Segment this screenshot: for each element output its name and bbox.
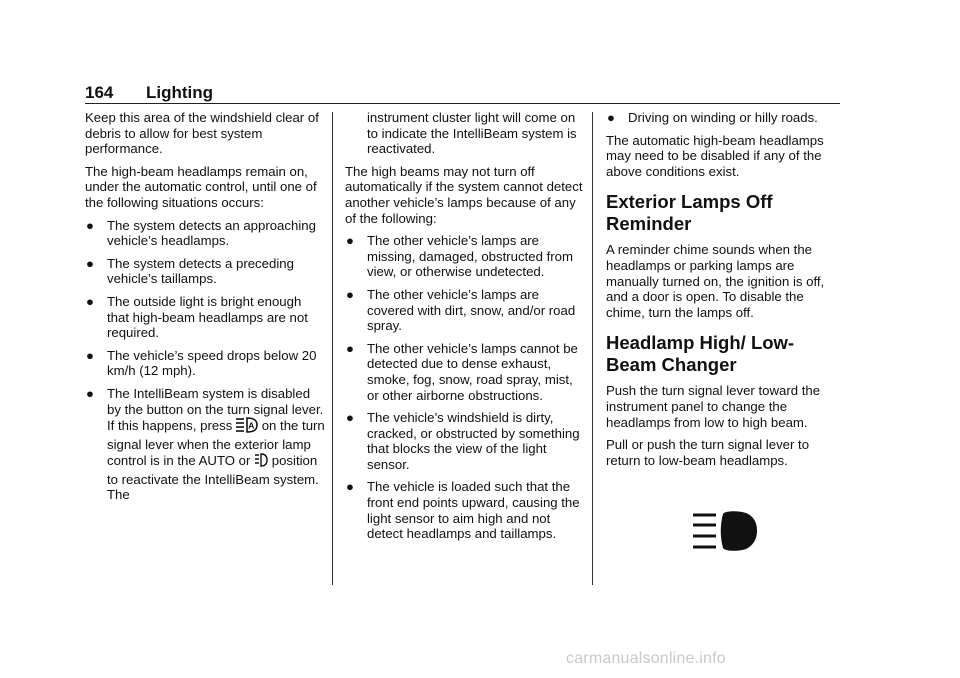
column-1 bbox=[85, 110, 325, 510]
list-item: ● The outside light is bright enough that high-beam headlamps are not required. bbox=[86, 293, 308, 341]
list-item: ● The vehicle’s speed drops below 20 km/h (12 mph). bbox=[86, 347, 317, 379]
column-3 bbox=[606, 110, 842, 475]
column-divider-2 bbox=[592, 112, 593, 585]
column-divider-1 bbox=[332, 112, 333, 585]
paragraph: The high-beam headlamps remain on, under the automatic control, until one of the following situations occurs: bbox=[85, 163, 317, 210]
intellibeam-icon bbox=[236, 417, 258, 437]
column-2 bbox=[345, 110, 583, 549]
bullet: ● bbox=[346, 340, 354, 356]
list-item: ● The other vehicle’s lamps are covered with dirt, snow, and/or road spray. bbox=[346, 286, 576, 334]
list-item: ● The other vehicle’s lamps are missing, damaged, obstructed from view, or otherwise undetected. bbox=[346, 233, 573, 280]
bullet: ● bbox=[86, 347, 94, 363]
paragraph: Keep this area of the windshield clear of debris to allow for best system performance. bbox=[85, 110, 319, 157]
page-number: 164 bbox=[85, 83, 114, 102]
paragraph: Pull or push the turn signal lever to return to low-beam headlamps. bbox=[606, 437, 810, 468]
paragraph: The high beams may not turn off automatically if the system cannot detect another vehicle’s lamps because of any of the following: bbox=[345, 163, 583, 226]
bullet: ● bbox=[86, 217, 94, 233]
list-item: ● The vehicle is loaded such that the front end points upward, causing the light sensor to aim high and not detect headlamps and taillamps. bbox=[346, 479, 580, 542]
bullet: ● bbox=[86, 385, 94, 401]
section-title: Lighting bbox=[146, 83, 214, 102]
bullet: ● bbox=[86, 255, 94, 271]
bullet: ● bbox=[607, 110, 615, 125]
list-item: ● The system detects an approaching vehicle’s headlamps. bbox=[86, 217, 316, 249]
bullet: ● bbox=[346, 233, 354, 249]
paragraph: instrument cluster light will come on to indicate the IntelliBeam system is reactivated. bbox=[367, 110, 577, 157]
list-item: ● The vehicle’s windshield is dirty, cracked, or obstructed by something that blocks the view of the light sensor. bbox=[346, 410, 580, 472]
bullet: ● bbox=[346, 479, 354, 495]
high-beam-icon bbox=[690, 510, 760, 557]
paragraph: A reminder chime sounds when the headlamps or parking lamps are manually turned on, the ignition is off, and a door is open. To disable the chime, turn the lamps off. bbox=[606, 242, 825, 320]
list-item: ● The other vehicle’s lamps cannot be detected due to dense exhaust, smoke, fog, snow, road spray, mist, or other airborne obstructions. bbox=[346, 340, 578, 403]
list-item: ● The IntelliBeam system is disabled by the button on the turn signal lever. If this happens, press A on the turn signal lever when the exterior lamp control is in the AUTO or position to reactivate the IntelliBeam system. The bbox=[86, 385, 325, 503]
heading-exterior-lamps-off-reminder: Exterior Lamps Off Reminder bbox=[606, 191, 773, 235]
bullet: ● bbox=[346, 410, 354, 426]
svg-text:A: A bbox=[248, 420, 255, 431]
list-item: ● The system detects a preceding vehicle’s taillamps. bbox=[86, 255, 294, 287]
page-header bbox=[85, 83, 840, 104]
paragraph: Push the turn signal lever toward the instrument panel to change the headlamps from low to high beam. bbox=[606, 383, 821, 430]
list-item: ● Driving on winding or hilly roads. bbox=[607, 110, 818, 125]
bullet: ● bbox=[346, 286, 354, 302]
heading-headlamp-high-low-beam-changer: Headlamp High/ Low-Beam Changer bbox=[606, 332, 795, 376]
watermark: carmanualsonline.info bbox=[566, 650, 726, 667]
bullet: ● bbox=[86, 293, 94, 309]
paragraph: The automatic high-beam headlamps may need to be disabled if any of the above conditions exist. bbox=[606, 132, 824, 179]
auto-lamp-icon bbox=[254, 452, 268, 472]
